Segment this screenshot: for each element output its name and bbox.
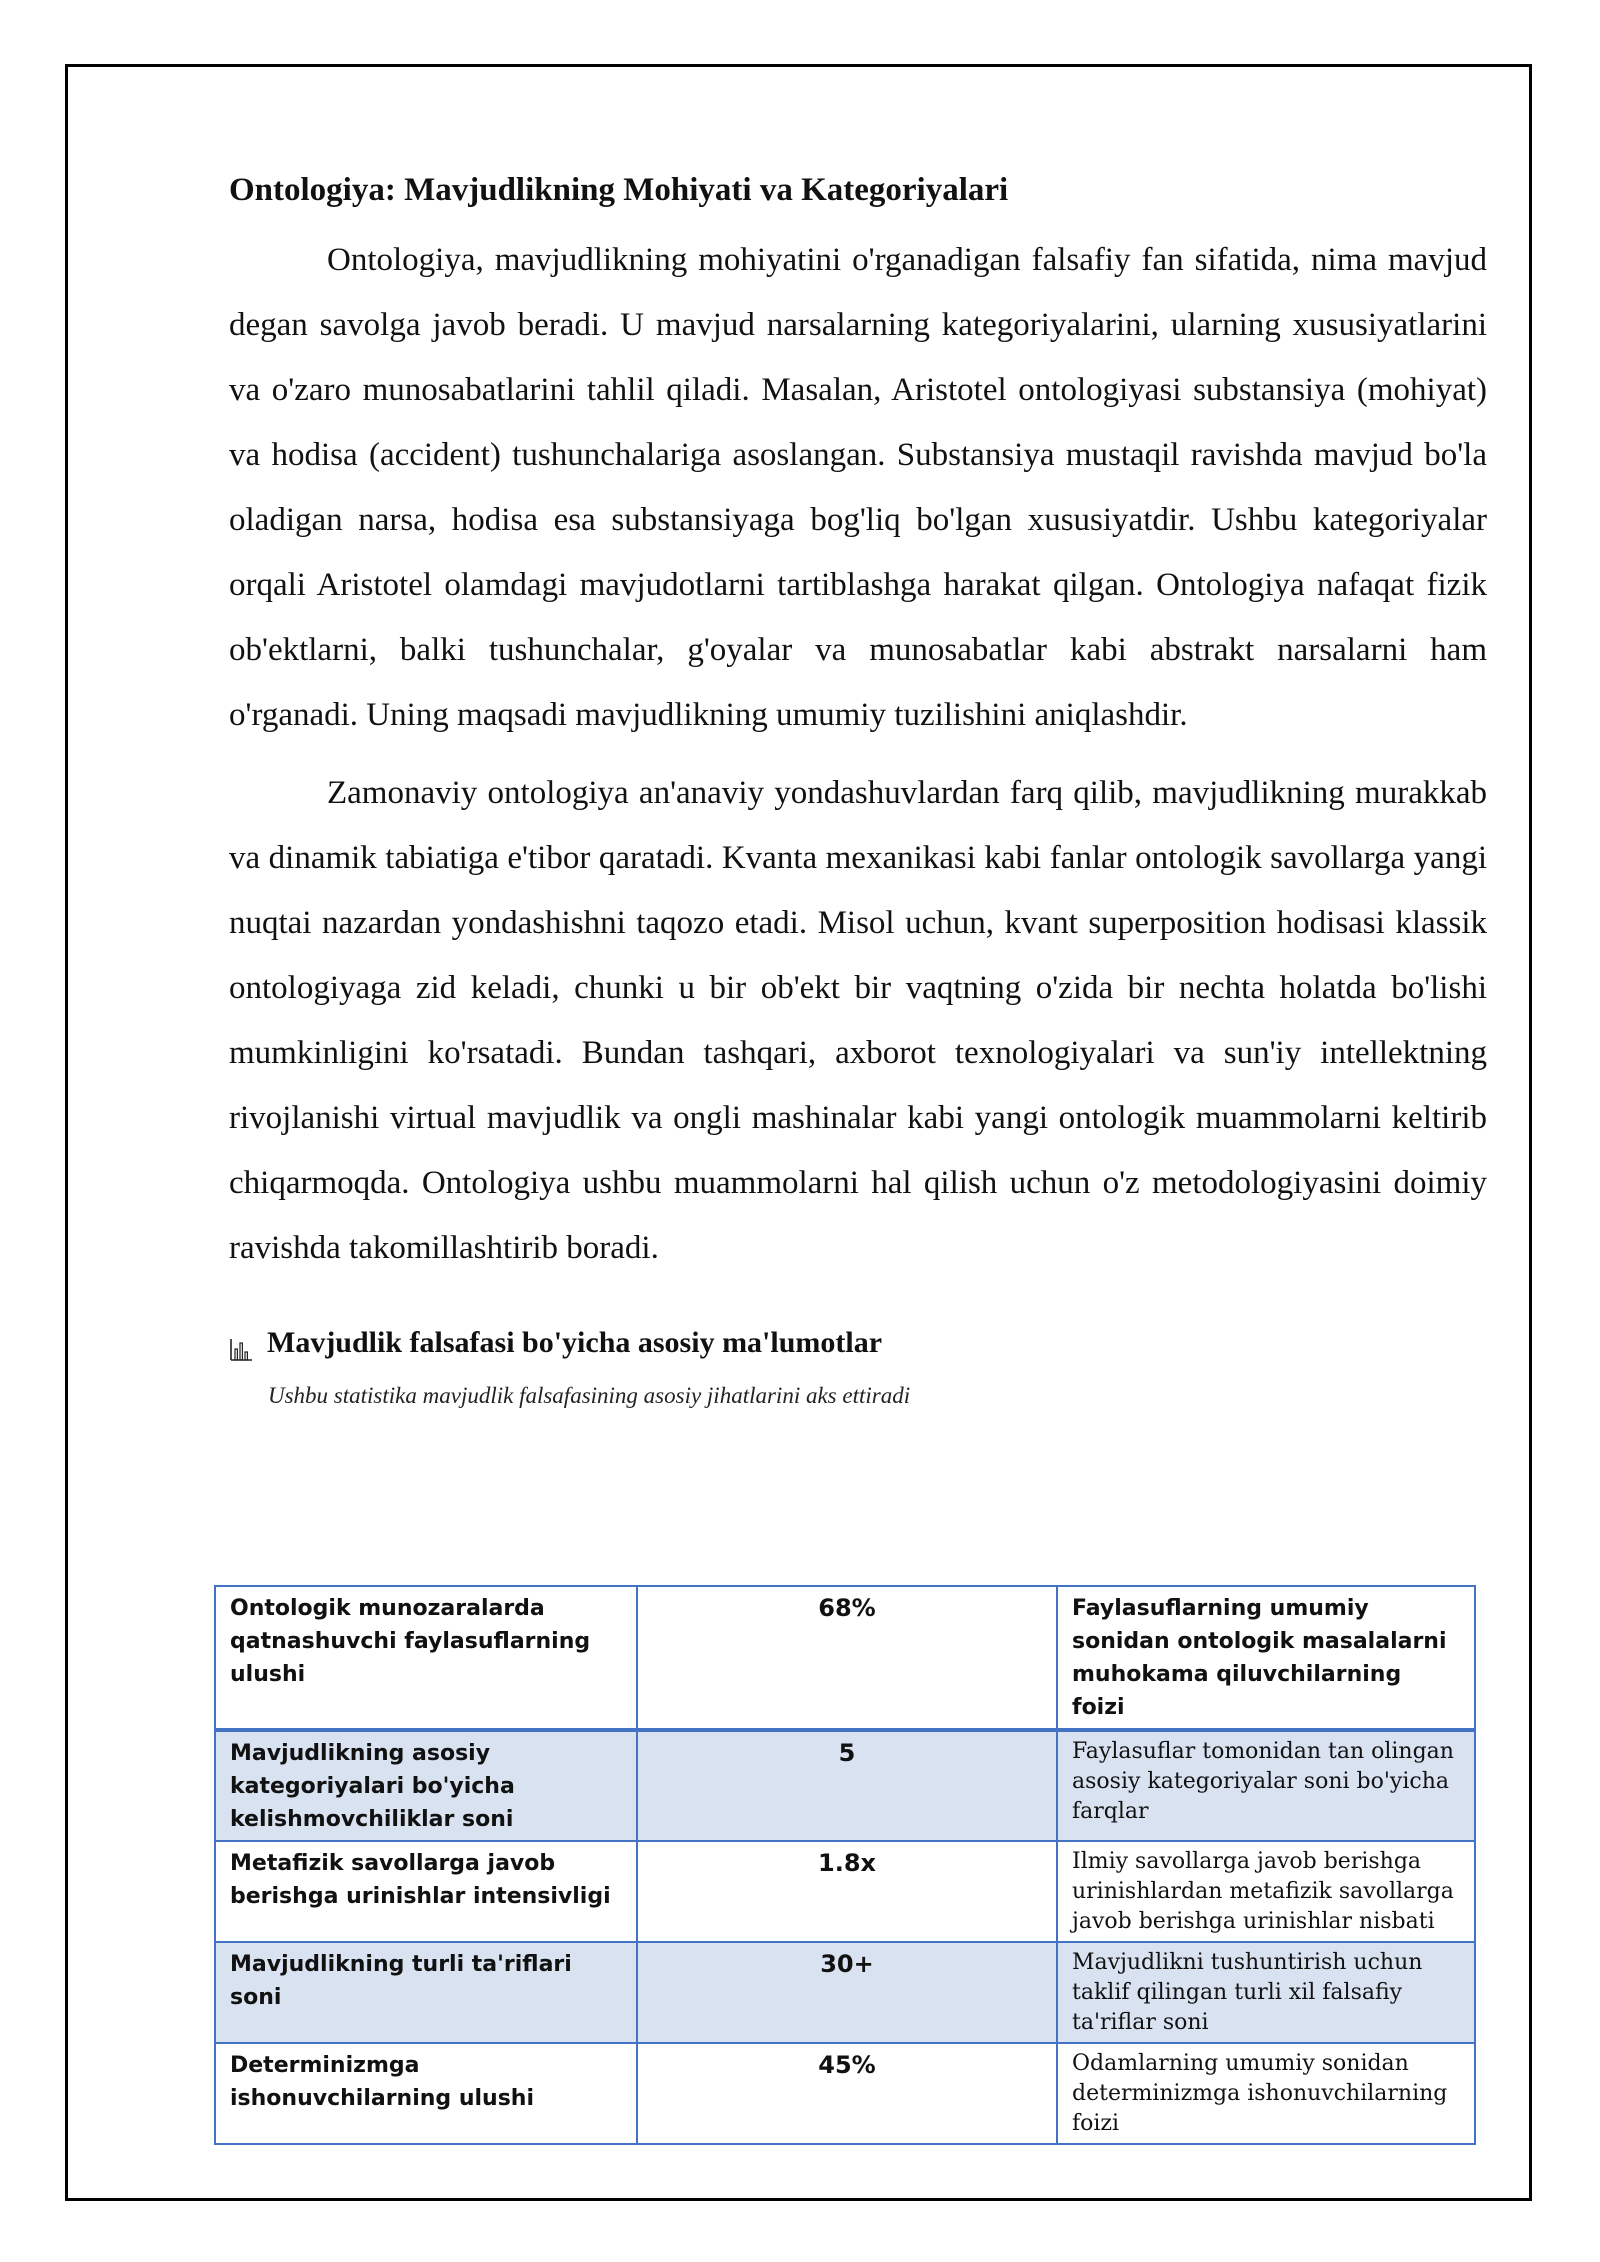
- stat-label: Metafizik savollarga javob berishga urinishlar intensivligi: [215, 1841, 637, 1942]
- table-row: [215, 1586, 1475, 1730]
- document-body: [229, 170, 1487, 1411]
- paragraph-2: Zamonaviy ontologiya an'anaviy yondashuvlardan farq qilib, mavjudlikning murakkab va dinamik tabiatiga e'tibor qaratadi. Kvanta mexanikasi kabi fanlar ontologik savollarga yangi nuqtai nazardan yondashishni taqozo etadi. Misol uchun, kvant superposition hodisasi klassik ontologiyaga zid keladi, chunki u bir ob'ekt bir vaqtning o'zida bir nechta holatda bo'lishi mumkinligini ko'rsatadi. Bundan tashqari, axborot texnologiyalari va sun'iy intellektning rivojlanishi virtual mavjudlik va ongli mashinalar kabi yangi ontologik muammolarni keltirib chiqarmoqda. Ontologiya ushbu muammolarni hal qilish uchun o'z metodologiyasini doimiy ravishda takomillashtirib boradi.: [229, 775, 1487, 1266]
- stats-caption: Ushbu statistika mavjudlik falsafasining asosiy jihatlarini aks ettiradi: [268, 1383, 911, 1408]
- table-row: [215, 1730, 1475, 1841]
- stat-label: Mavjudlikning asosiy kategoriyalari bo'yicha kelishmovchiliklar soni: [215, 1730, 637, 1841]
- stat-description: Mavjudlikni tushuntirish uchun taklif qilingan turli xil falsafiy ta'riflar soni: [1057, 1942, 1475, 2043]
- stat-value: 5: [637, 1730, 1057, 1841]
- stat-value: 1.8x: [637, 1841, 1057, 1942]
- stat-label: Determinizmga ishonuvchilarning ulushi: [215, 2043, 637, 2144]
- table-row: [215, 1942, 1475, 2043]
- stat-label: Mavjudlikning turli ta'riflari soni: [215, 1942, 637, 2043]
- stats-heading: [229, 1323, 1487, 1363]
- stat-value: 30+: [637, 1942, 1057, 2043]
- stat-value: 45%: [637, 2043, 1057, 2144]
- table-row: [215, 1841, 1475, 1942]
- stat-description: Odamlarning umumiy sonidan determinizmga ishonuvchilarning foizi: [1057, 2043, 1475, 2144]
- stat-value: 68%: [637, 1586, 1057, 1730]
- stat-description: Faylasuflarning umumiy sonidan ontologik masalalarni muhokama qiluvchilarning foizi: [1057, 1586, 1475, 1730]
- stat-description: Faylasuflar tomonidan tan olingan asosiy kategoriyalar soni bo'yicha farqlar: [1057, 1730, 1475, 1841]
- stats-table: [214, 1585, 1476, 2145]
- bar-chart-icon: [229, 1333, 253, 1357]
- paragraph-1: Ontologiya, mavjudlikning mohiyatini o'rganadigan falsafiy fan sifatida, nima mavjud degan savolga javob beradi. U mavjud narsalarning kategoriyalarini, ularning xususiyatlarini va o'zaro munosabatlarini tahlil qiladi. Masalan, Aristotel ontologiyasi substansiya (mohiyat) va hodisa (accident) tushunchalariga asoslangan. Substansiya mustaqil ravishda mavjud bo'la oladigan narsa, hodisa esa substansiyaga bog'liq bo'lgan xususiyatdir. Ushbu kategoriyalar orqali Aristotel olamdagi mavjudotlarni tartiblashga harakat qilgan. Ontologiya nafaqat fizik ob'ektlarni, balki tushunchalar, g'oyalar va munosabatlar kabi abstrakt narsalarni ham o'rganadi. Uning maqsadi mavjudlikning umumiy tuzilishini aniqlashdir.: [229, 242, 1487, 733]
- stat-description: Ilmiy savollarga javob berishga urinishlardan metafizik savollarga javob berishga urinishlar nisbati: [1057, 1841, 1475, 1942]
- document-title: Ontologiya: Mavjudlikning Mohiyati va Kategoriyalari: [229, 172, 1009, 208]
- table-row: [215, 2043, 1475, 2144]
- stat-label: Ontologik munozaralarda qatnashuvchi faylasuflarning ulushi: [215, 1586, 637, 1730]
- stats-heading-text: Mavjudlik falsafasi bo'yicha asosiy ma'lumotlar: [267, 1326, 883, 1359]
